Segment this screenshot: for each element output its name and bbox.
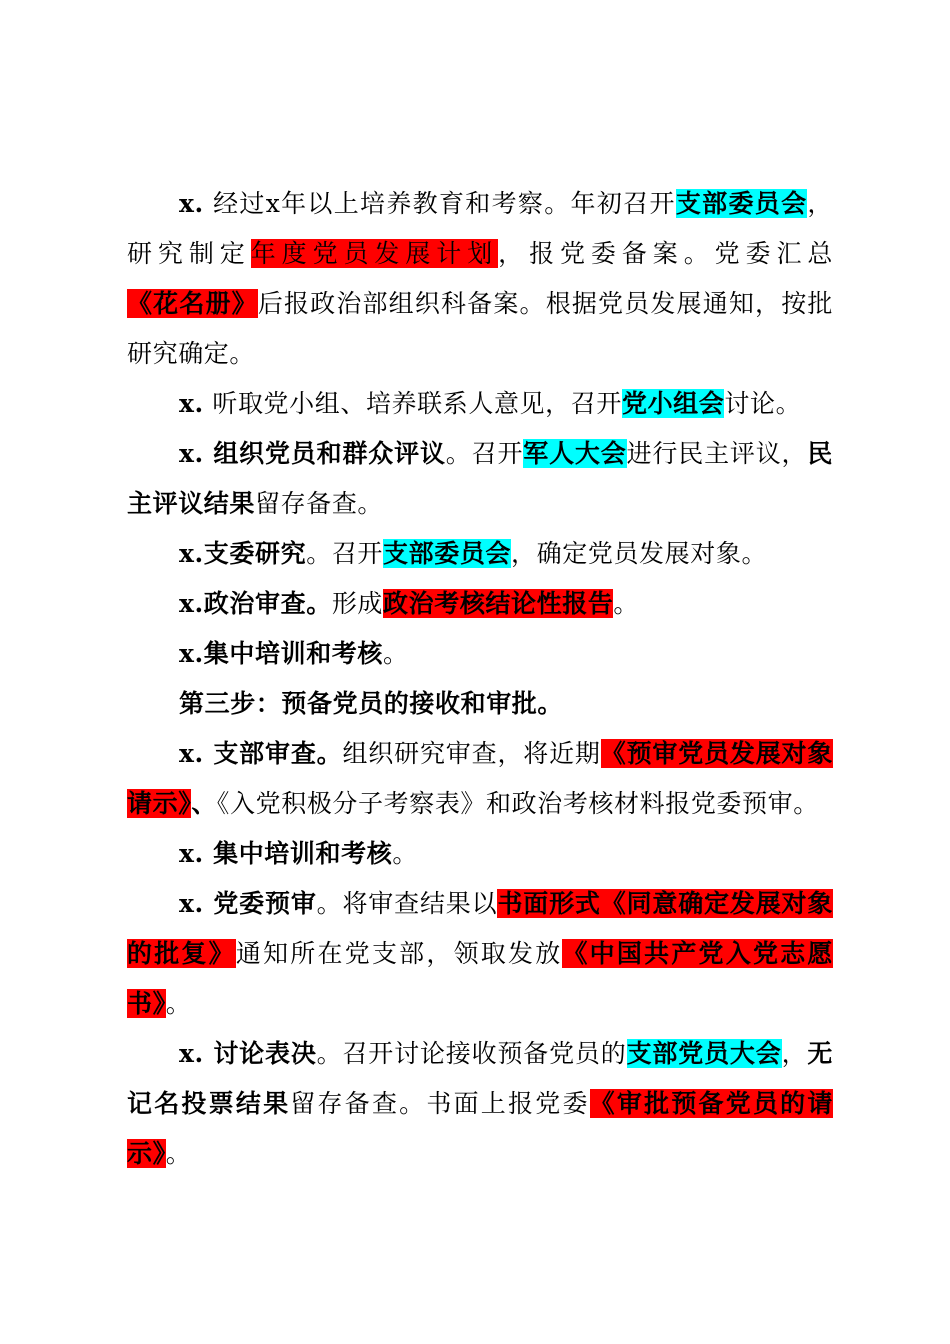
text-segment: 第三步：预备党员的接收和审批。 bbox=[179, 689, 564, 718]
text-segment: x.集中培训和考核 bbox=[179, 639, 384, 668]
text-segment: 。 bbox=[165, 989, 192, 1018]
highlighted-term: 《花名册》 bbox=[127, 289, 258, 318]
text-segment: 形成 bbox=[331, 589, 384, 618]
text-segment: 组织研究审查，将近期 bbox=[342, 739, 601, 768]
paragraph-6 bbox=[127, 629, 833, 679]
text-segment: 。召开 bbox=[306, 539, 384, 568]
text-segment: 留存备查。书面上报党委 bbox=[290, 1089, 590, 1118]
paragraph-3 bbox=[127, 429, 833, 529]
text-segment: 。 bbox=[165, 1139, 192, 1168]
text-segment: 民主评议结果 bbox=[127, 439, 833, 518]
highlighted-term: 军人大会 bbox=[523, 439, 627, 468]
text-segment: ，报党委备案。党委汇总 bbox=[498, 239, 834, 268]
text-segment: 。 bbox=[383, 639, 409, 668]
highlighted-term: 书面形式《同意确定发展对象的批复》 bbox=[127, 889, 833, 968]
paragraph-10 bbox=[127, 1029, 833, 1179]
highlighted-term: 《预审党员发展对象请示》 bbox=[127, 739, 833, 818]
section-heading bbox=[127, 679, 833, 729]
text-segment: 讨论。 bbox=[724, 389, 802, 418]
text-segment: x. 党委预审 bbox=[179, 889, 317, 918]
text-segment: 经过x年以上培养教育和考察。年初召开 bbox=[203, 189, 676, 218]
paragraph-5 bbox=[127, 579, 833, 629]
highlighted-term: 党小组会 bbox=[621, 389, 725, 418]
paragraph-1 bbox=[127, 179, 833, 379]
text-segment: ，研究制定 bbox=[127, 189, 833, 268]
text-segment: 。召开讨论接收预备党员的 bbox=[316, 1039, 627, 1068]
highlighted-term: 支部党员大会 bbox=[626, 1039, 782, 1068]
text-segment: 通知所在党支部，领取发放 bbox=[235, 939, 563, 968]
text-segment: ， bbox=[781, 1039, 808, 1068]
text-segment: 。将审查结果以 bbox=[316, 889, 498, 918]
text-segment: 进行民主评议， bbox=[626, 439, 808, 468]
text-segment: ，确定党员发展对象。 bbox=[511, 539, 768, 568]
text-segment: x. bbox=[179, 189, 204, 218]
text-segment: x. bbox=[179, 389, 204, 418]
text-segment: x. 支部审查。 bbox=[179, 739, 343, 768]
paragraph-9 bbox=[127, 879, 833, 1029]
text-segment: 留存备查。 bbox=[255, 489, 384, 518]
paragraph-8 bbox=[127, 829, 833, 879]
text-segment: 、 bbox=[191, 789, 217, 818]
text-segment: 。召开 bbox=[445, 439, 524, 468]
text-segment: 。 bbox=[613, 589, 640, 618]
paragraph-4 bbox=[127, 529, 833, 579]
text-segment: x. 集中培训和考核 bbox=[179, 839, 393, 868]
paragraph-7 bbox=[127, 729, 833, 829]
highlighted-term: 《审批预备党员的请示》 bbox=[127, 1089, 833, 1168]
text-segment: 《入党积极分子考察表》和政治考核材料报党委预审。 bbox=[216, 789, 819, 818]
text-segment: x.政治审查。 bbox=[179, 589, 332, 618]
text-segment: x.支委研究 bbox=[179, 539, 307, 568]
highlighted-term: 《中国共产党入党志愿书》 bbox=[127, 939, 834, 1018]
paragraph-2 bbox=[127, 379, 833, 429]
text-segment: x. 组织党员和群众评议 bbox=[179, 439, 446, 468]
highlighted-term: 支部委员会 bbox=[383, 539, 512, 568]
text-segment: x. 讨论表决 bbox=[179, 1039, 317, 1068]
text-segment: 无记名投票结果 bbox=[127, 1039, 833, 1118]
highlighted-term: 政治考核结论性报告 bbox=[383, 589, 614, 618]
text-segment: 听取党小组、培养联系人意见，召开 bbox=[203, 389, 622, 418]
highlighted-term: 年度党员发展计划 bbox=[250, 239, 499, 268]
highlighted-term: 支部委员会 bbox=[675, 189, 808, 218]
text-segment: 后报政治部组织科备案。根据党员发展通知，按批研究确定。 bbox=[127, 289, 833, 368]
text-segment: 。 bbox=[392, 839, 418, 868]
